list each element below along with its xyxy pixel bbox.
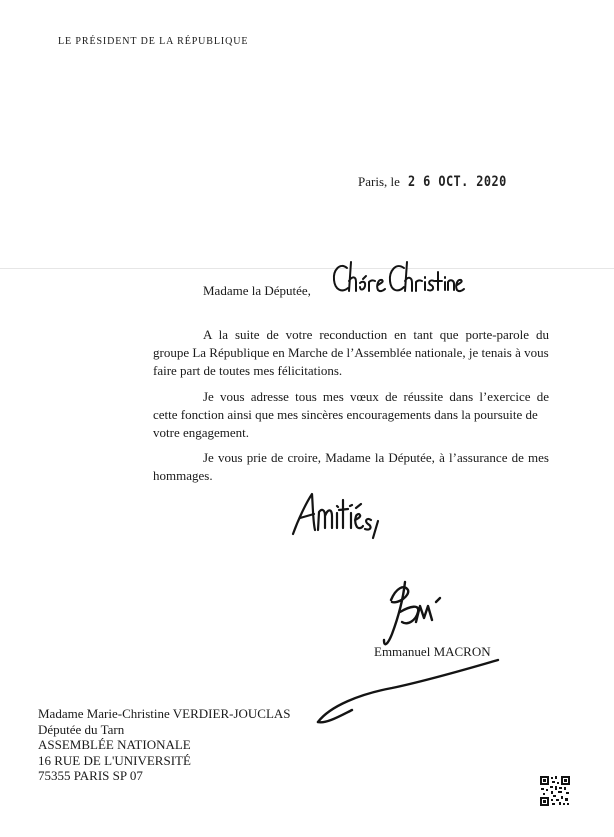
- address-line-3: ASSEMBLÉE NATIONALE: [38, 737, 191, 752]
- signatory-name: Emmanuel MACRON: [374, 644, 491, 659]
- address-line-1: Madame Marie-Christine VERDIER-JOUCLAS: [38, 706, 291, 721]
- paragraph-1-line-3: faire part de toutes mes félicitations.: [153, 363, 343, 378]
- paragraph-3-line-2: hommages.: [153, 468, 213, 483]
- paragraph-1-line-2: groupe La République en Marche de l’Assemblée nationale, je tenais à vous: [153, 345, 549, 360]
- salutation: Madame la Députée,: [203, 283, 311, 298]
- date-place: Paris, le: [358, 174, 400, 189]
- qr-code: [540, 776, 570, 806]
- date-stamp: 2 6 OCT. 2020: [407, 174, 507, 190]
- handwritten-greeting: [334, 262, 464, 291]
- address-line-4: 16 RUE DE L'UNIVERSITÉ: [38, 752, 191, 768]
- address-line-5: 75355 PARIS SP 07: [38, 768, 143, 783]
- paragraph-3-line-1: Je vous prie de croire, Madame la Députée, à l’assurance de mes: [203, 450, 549, 465]
- paragraph-2-line-2: cette fonction ainsi que mes sincères encouragements dans la poursuite de: [153, 407, 538, 422]
- paragraph-2-line-3: votre engagement.: [153, 425, 250, 440]
- signature-drawing: [318, 582, 498, 722]
- address-line-2: Députée du Tarn: [38, 721, 125, 737]
- paragraph-1-line-1: A la suite de votre reconduction en tant que porte-parole du: [203, 327, 549, 342]
- handwritten-closing: [293, 494, 378, 538]
- paragraph-2-line-1: Je vous adresse tous mes vœux de réussite dans l’exercice de: [203, 389, 549, 404]
- letterhead: LE PRÉSIDENT DE LA RÉPUBLIQUE: [58, 36, 249, 47]
